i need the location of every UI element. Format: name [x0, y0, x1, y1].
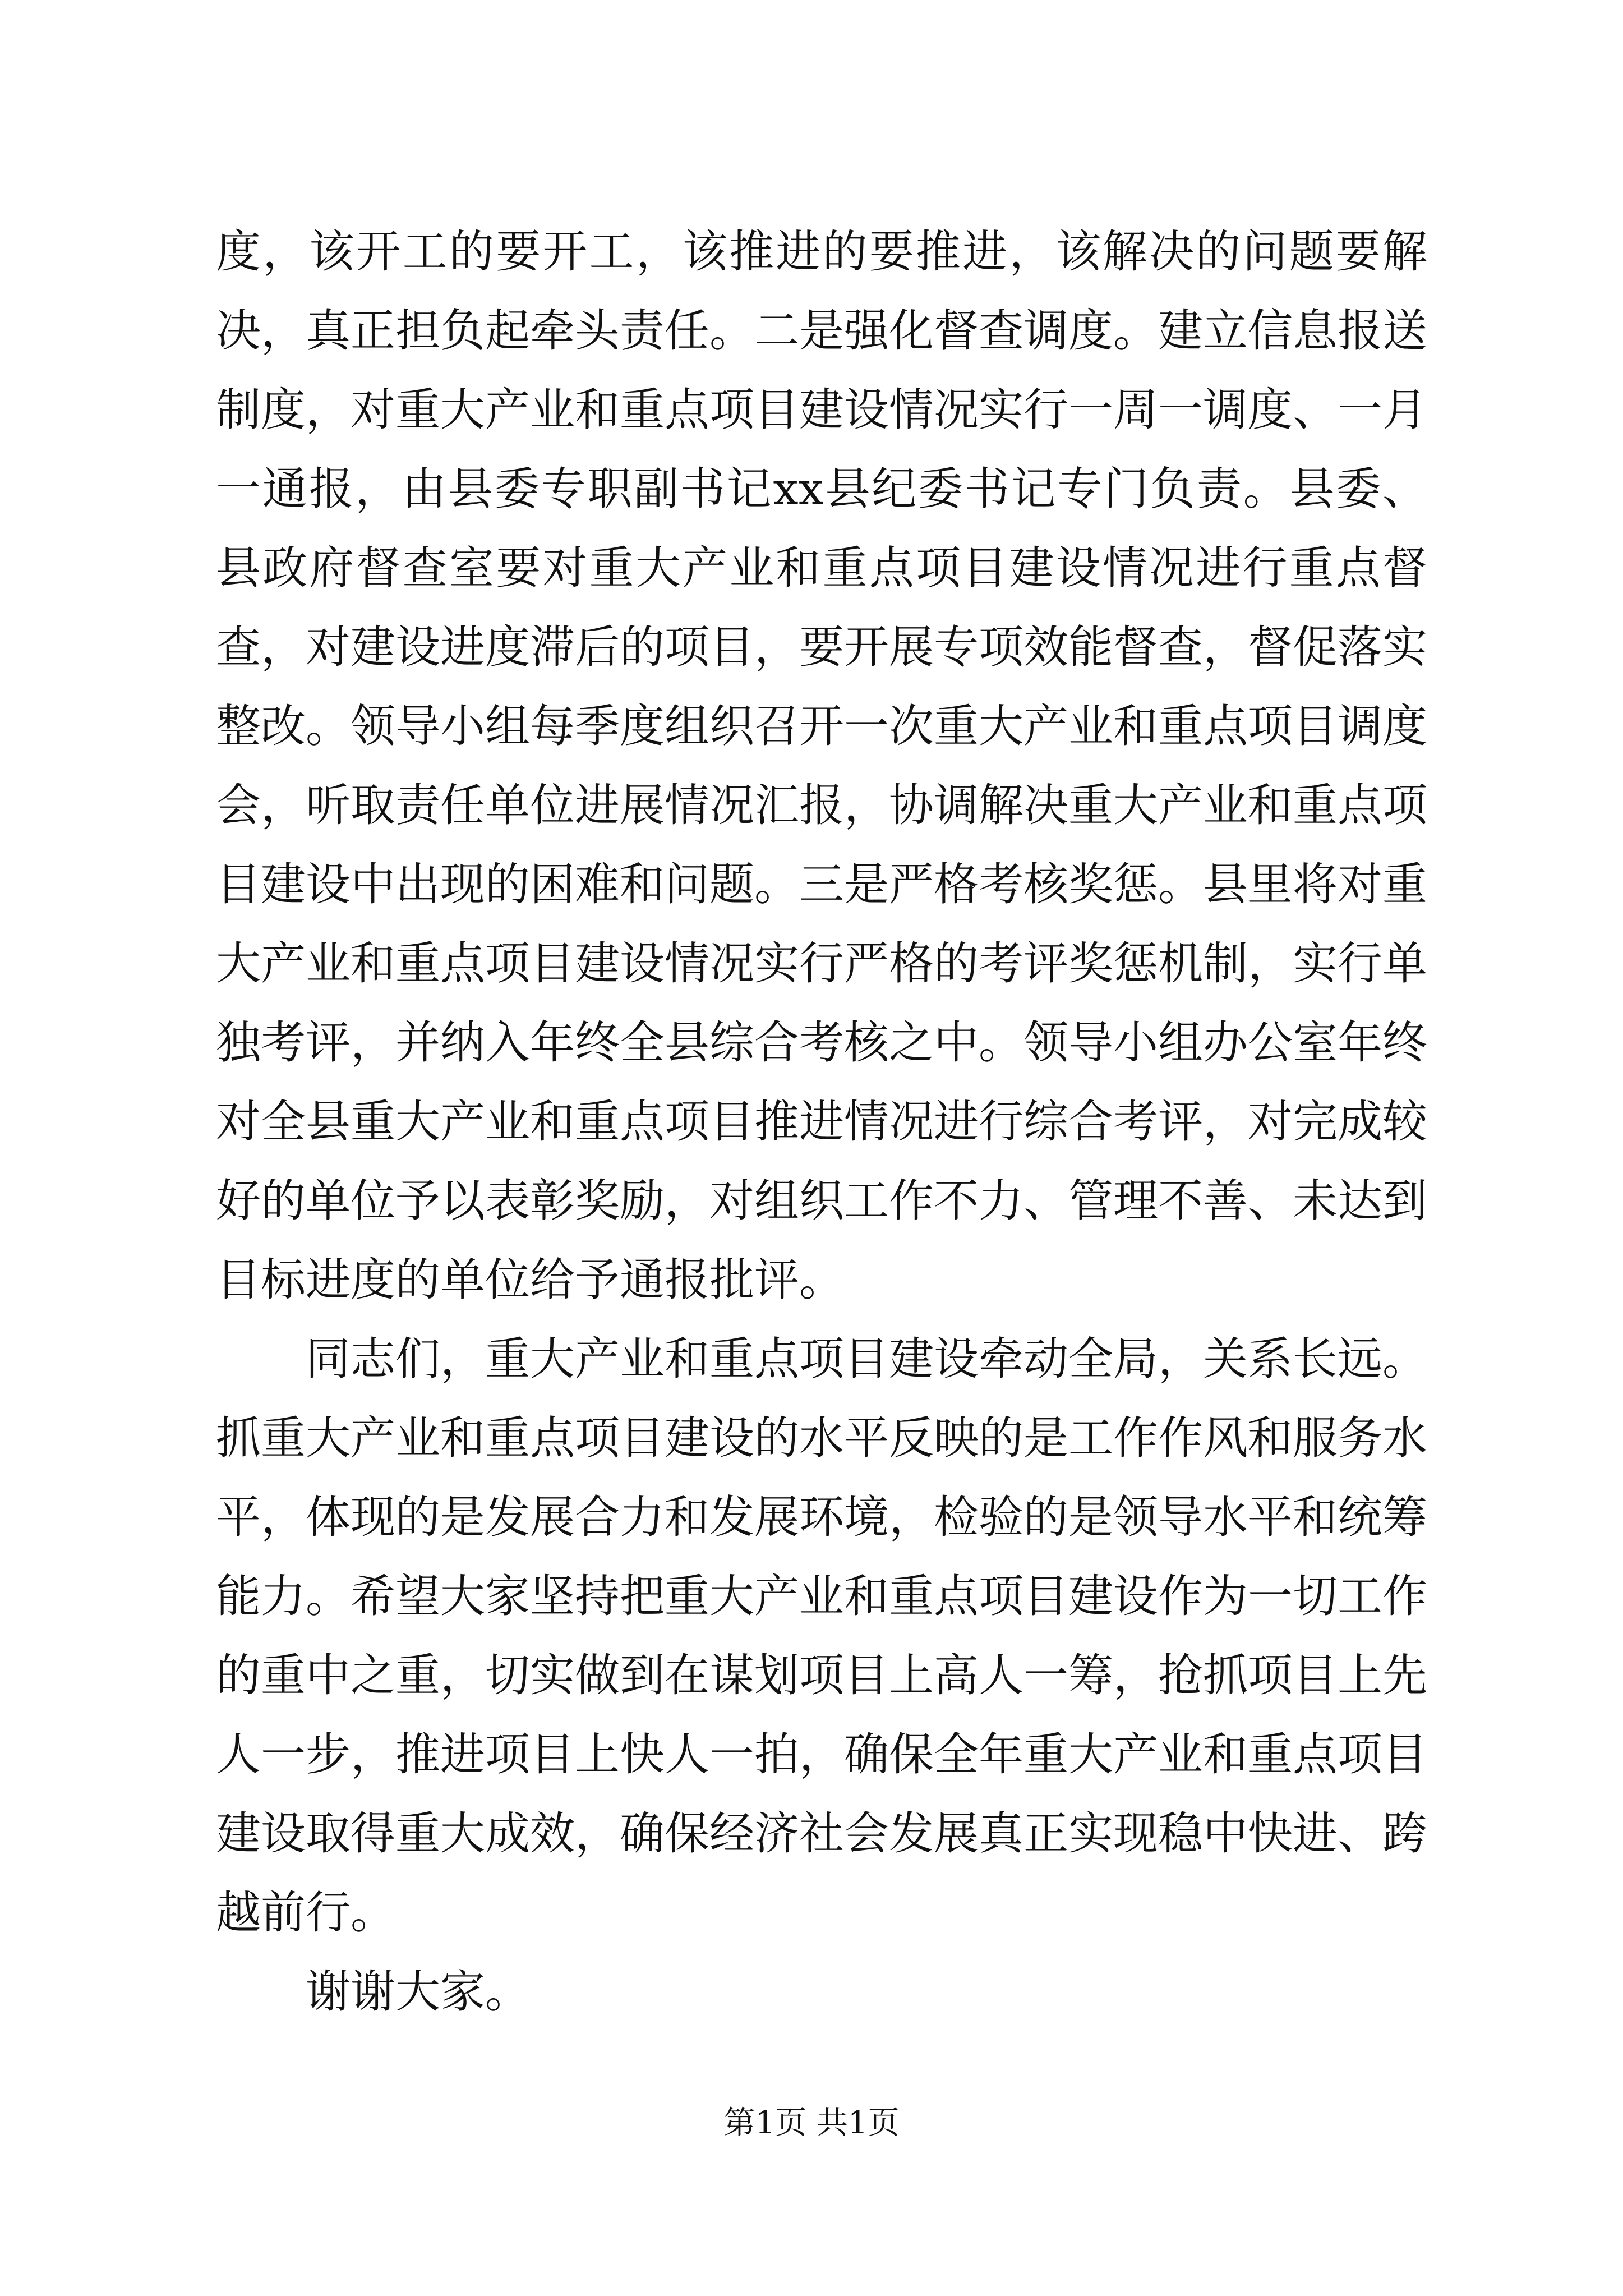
- document-body: [216, 212, 1427, 2031]
- page-footer: 第1页 共1页: [723, 2105, 900, 2141]
- paragraph-thanks: 谢谢大家。: [306, 1966, 530, 2018]
- paragraph-continued: 度，该开工的要开工，该推进的要推进，该解决的问题要解决，真正担负起牵头责任。二是强化督查调度。建立信息报送制度，对重大产业和重点项目建设情况实行一周一调度、一月一通报，由县委专职副书记xx县纪委书记专门负责。县委、县政府督查室要对重大产业和重点项目建设情况进行重点督查，对建设进度滞后的项目，要开展专项效能督查，督促落实整改。领导小组每季度组织召开一次重大产业和重点项目调度会，听取责任单位进展情况汇报，协调解决重大产业和重点项目建设中出现的困难和问题。三是严格考核奖惩。县里将对重大产业和重点项目建设情况实行严格的考评奖惩机制，实行单独考评，并纳入年终全县综合考核之中。领导小组办公室年终对全县重大产业和重点项目推进情况进行综合考评，对完成较好的单位予以表彰奖励，对组织工作不力、管理不善、未达到目标进度的单位给予通报批评。: [216, 226, 1427, 1306]
- paragraph-closing-remarks: 同志们，重大产业和重点项目建设牵动全局，关系长远。抓重大产业和重点项目建设的水平反映的是工作作风和服务水平，体现的是发展合力和发展环境，检验的是领导水平和统筹能力。希望大家坚持把重大产业和重点项目建设作为一切工作的重中之重，切实做到在谋划项目上高人一筹，抢抓项目上先人一步，推进项目上快人一拍，确保全年重大产业和重点项目建设取得重大成效，确保经济社会发展真正实现稳中快进、跨越前行。: [216, 1333, 1427, 1939]
